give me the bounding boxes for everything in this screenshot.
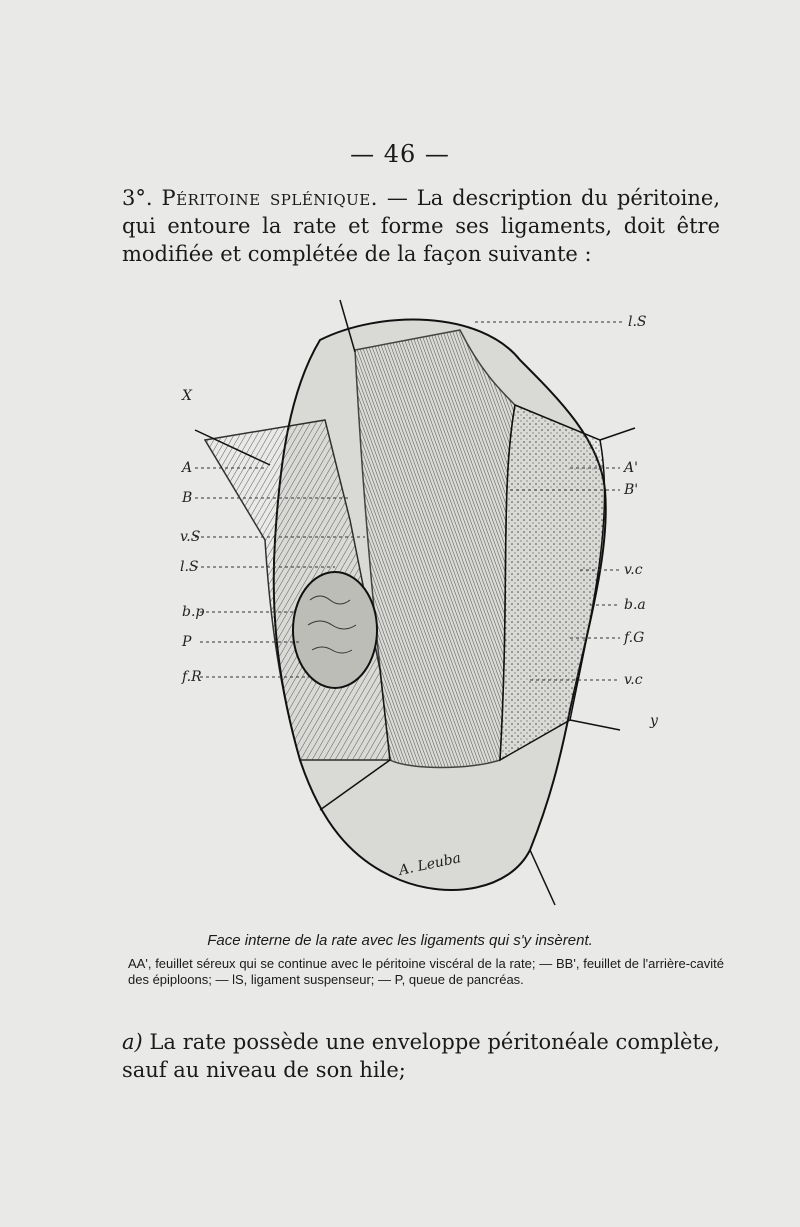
- spleen-figure: [150, 290, 670, 920]
- label-y: y: [650, 713, 658, 729]
- label-vc-1: v.c: [624, 562, 643, 578]
- section-title: Péritoine splénique.: [161, 186, 378, 210]
- section-paragraph: [122, 184, 720, 268]
- paragraph-a-text: La rate possède une enveloppe péritonéale complète, sauf au niveau de son hile;: [122, 1030, 720, 1082]
- label-ba: b.a: [624, 597, 646, 613]
- label-fg: f.G: [624, 630, 645, 646]
- figure-caption-title: Face interne de la rate avec les ligaments qui s'y insèrent.: [207, 932, 593, 949]
- label-vs: v.S: [180, 529, 201, 545]
- label-a-prime: A': [624, 460, 638, 476]
- figure-caption-body: AA', feuillet séreux qui se continue avec le péritoine viscéral de la rate; — BB', feuillet de l'arrière-cavité des épiploons; — lS, ligament suspenseur; — P, queue de pancréas.: [128, 956, 724, 987]
- spleen-illustration: [150, 290, 670, 920]
- label-b: B: [182, 490, 193, 506]
- label-x: X: [182, 388, 192, 404]
- label-ls-left: l.S: [180, 559, 199, 575]
- paragraph-a: [122, 1028, 720, 1084]
- label-fr: f.R: [182, 669, 202, 685]
- label-vc-2: v.c: [624, 672, 643, 688]
- page-number: — 46 —: [350, 140, 450, 168]
- label-a: A: [182, 460, 193, 476]
- label-ls-right: l.S: [628, 314, 647, 330]
- paragraph-a-marker: a): [122, 1030, 143, 1054]
- section-intro: — La description du péritoine, qui entoure la rate et forme ses ligaments, doit être modifiée et complétée de la façon suivante :: [122, 186, 720, 266]
- section-number: 3°.: [122, 186, 153, 210]
- artist-signature: A. Leuba: [397, 850, 463, 879]
- label-bp: b.p: [182, 604, 205, 620]
- label-b-prime: B': [624, 482, 639, 498]
- pancreas-tail: [293, 572, 377, 688]
- label-p: P: [182, 634, 192, 650]
